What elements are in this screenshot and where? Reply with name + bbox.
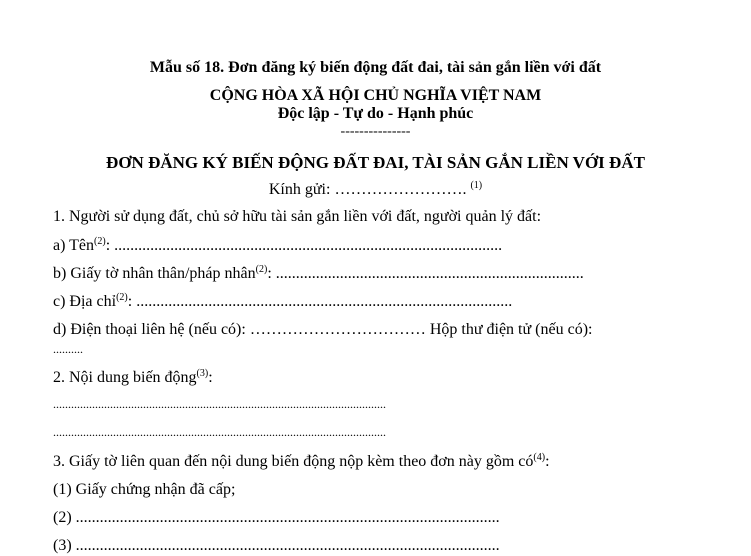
address-field[interactable]: : .............................................................................................. — [127, 293, 513, 310]
section3-heading: 3. Giấy tờ liên quan đến nội dung biến động nộp kèm theo đơn này gồm có — [53, 453, 534, 470]
section2-heading-line — [53, 369, 213, 387]
contact-continuation[interactable]: .......... — [53, 342, 83, 356]
document-title: ĐƠN ĐĂNG KÝ BIẾN ĐỘNG ĐẤT ĐAI, TÀI SẢN GẮN LIỀN VỚI ĐẤT — [106, 153, 645, 172]
section3-note: (4) — [533, 452, 546, 463]
id-label: b) Giấy tờ nhân thân/pháp nhân — [53, 265, 256, 282]
divider: --------------- — [340, 124, 411, 139]
recipient-label: Kính gửi: ……………………. — [268, 181, 471, 198]
section2-heading: 2. Nội dung biến động — [53, 369, 197, 386]
document-item-3[interactable]: (3) .......................................................................................................... — [53, 537, 500, 554]
recipient-note: (1) — [470, 180, 483, 191]
section3-colon: : — [545, 453, 550, 470]
form-number: Mẫu số 18. Đơn đăng ký biến động đất đai, tài sản gắn liền với đất — [149, 59, 602, 76]
name-note: (2) — [94, 236, 106, 247]
section2-colon: : — [208, 369, 213, 386]
contact-line[interactable]: d) Điện thoại liên hệ (nếu có): …………………………… Hộp thư điện tử (nếu có): — [53, 321, 593, 338]
motto: Độc lập - Tự do - Hạnh phúc — [277, 105, 474, 122]
id-field[interactable]: : ............................................................................. — [267, 265, 584, 282]
name-line — [53, 237, 502, 255]
section1-heading: 1. Người sử dụng đất, chủ sở hữu tài sản gắn liền với đất, người quản lý đất: — [53, 208, 542, 225]
address-note: (2) — [116, 292, 128, 303]
change-content-line-1[interactable]: ............................................................................................................... — [53, 397, 386, 411]
document-item-1: (1) Giấy chứng nhận đã cấp; — [53, 481, 236, 498]
document-item-2[interactable]: (2) .......................................................................................................... — [53, 509, 500, 526]
recipient-line — [0, 181, 751, 199]
section2-note: (3) — [196, 368, 209, 379]
address-line — [53, 293, 512, 311]
id-note: (2) — [255, 264, 268, 275]
country-name: CỘNG HÒA XÃ HỘI CHỦ NGHĨA VIỆT NAM — [209, 87, 542, 104]
change-content-line-2[interactable]: ............................................................................................................... — [53, 425, 386, 439]
name-field[interactable]: : ................................................................................................. — [105, 237, 503, 254]
address-label: c) Địa chỉ — [53, 293, 117, 310]
id-line — [53, 265, 584, 283]
section3-heading-line — [53, 453, 550, 471]
name-label: a) Tên — [53, 237, 95, 254]
